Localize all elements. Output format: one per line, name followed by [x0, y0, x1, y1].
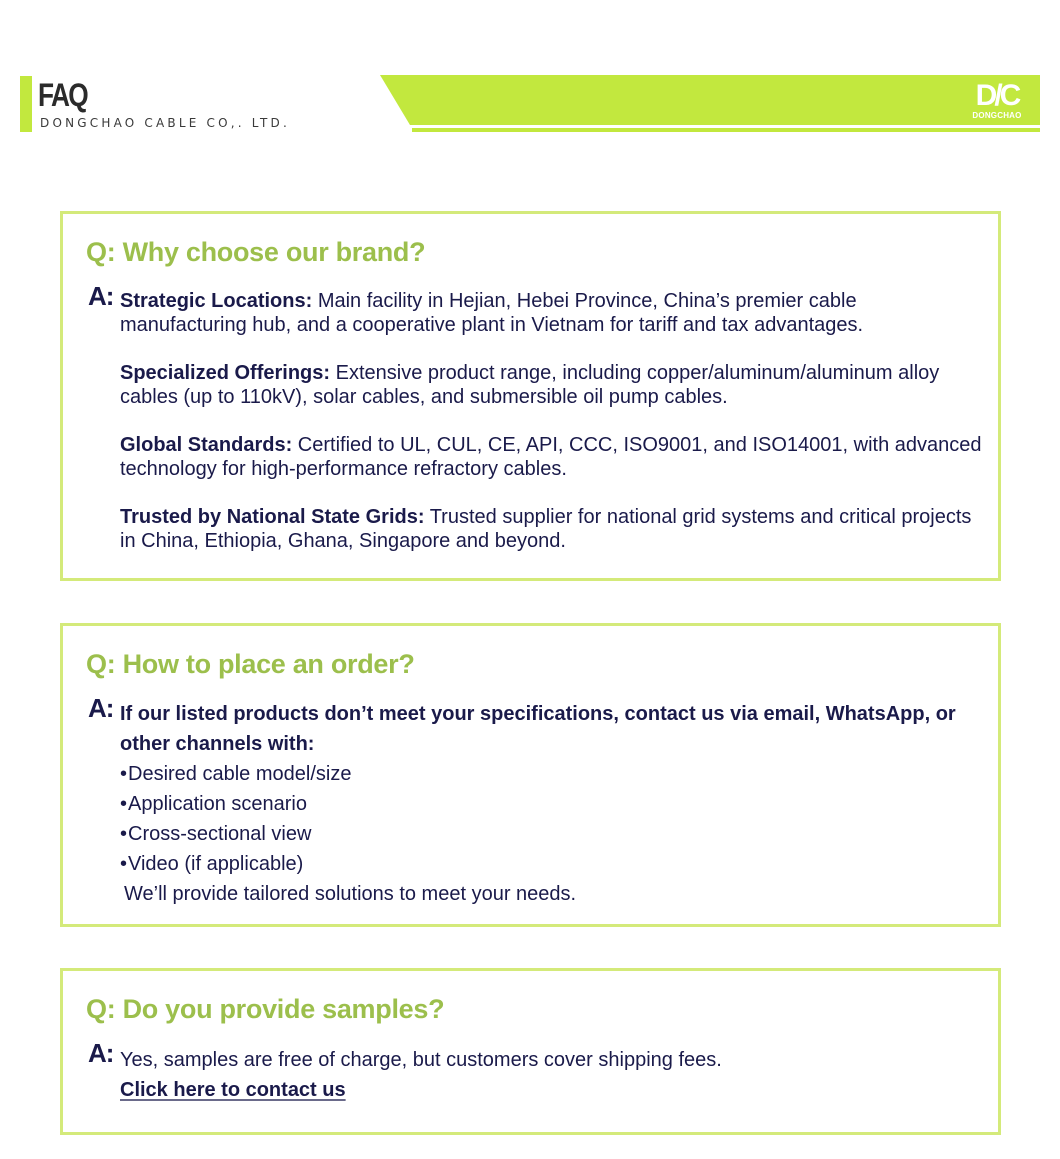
answer-paragraph-strategic-locations — [120, 289, 984, 337]
order-intro: If our listed products don’t meet your specifications, contact us via email, WhatsApp, or other channels with: — [120, 703, 956, 755]
paragraph-label: Trusted by National State Grids: — [120, 506, 425, 528]
faq-answer — [120, 699, 984, 909]
list-item — [120, 819, 984, 849]
list-item-text: Application scenario — [128, 793, 307, 815]
faq-answer — [120, 289, 984, 553]
order-requirements-list — [120, 759, 984, 879]
answer-label: A: — [88, 693, 114, 723]
bullet-icon: • — [120, 853, 128, 875]
answer-paragraph-global-standards — [120, 433, 984, 481]
list-item — [120, 759, 984, 789]
paragraph-label: Strategic Locations: — [120, 290, 313, 312]
list-item — [120, 849, 984, 879]
faq-question: Q: How to place an order? — [86, 649, 415, 679]
faq-question: Q: Why choose our brand? — [86, 237, 426, 267]
paragraph-label: Global Standards: — [120, 434, 293, 456]
bullet-icon: • — [120, 763, 128, 785]
header-banner — [380, 75, 1040, 133]
faq-answer — [120, 1046, 984, 1104]
logo-mark-icon: D/C — [975, 79, 1019, 112]
bullet-icon: • — [120, 793, 128, 815]
banner-stripe — [412, 128, 1040, 132]
page-title: FAQ — [38, 77, 88, 113]
brand-logo — [966, 81, 1028, 121]
paragraph-text: Main facility in Hejian, Hebei Province, China’s premier cable manufacturing hub, and a cooperative plant in Vietnam for tariff and tax advantages. — [120, 290, 864, 336]
company-name: DONGCHAO CABLE CO,. LTD. — [40, 116, 291, 130]
banner-slanted-block — [380, 75, 1040, 125]
logo-text: DONGCHAO — [972, 111, 1022, 120]
answer-label: A: — [88, 281, 114, 311]
paragraph-text: Extensive product range, including copper/aluminum/aluminum alloy cables (up to 110kV), solar cables, and submersible oil pump cables. — [120, 362, 940, 408]
faq-question: Q: Do you provide samples? — [86, 994, 445, 1024]
list-item — [120, 789, 984, 819]
answer-label: A: — [88, 1038, 114, 1068]
contact-us-link[interactable]: Click here to contact us — [120, 1079, 346, 1101]
paragraph-label: Specialized Offerings: — [120, 362, 331, 384]
answer-paragraph-specialized-offerings — [120, 361, 984, 409]
faq-card-place-order — [60, 623, 1001, 927]
faq-card-why-choose — [60, 211, 1001, 581]
order-closing: We’ll provide tailored solutions to meet your needs. — [124, 883, 577, 905]
list-item-text: Cross-sectional view — [128, 823, 312, 845]
paragraph-text: Trusted supplier for national grid systems and critical projects in China, Ethiopia, Ghana, Singapore and beyond. — [120, 506, 972, 552]
header-accent-bar — [20, 76, 32, 132]
bullet-icon: • — [120, 823, 128, 845]
faq-card-samples — [60, 968, 1001, 1135]
samples-answer-text: Yes, samples are free of charge, but customers cover shipping fees. — [120, 1049, 722, 1071]
list-item-text: Video (if applicable) — [128, 853, 304, 875]
paragraph-text: Certified to UL, CUL, CE, API, CCC, ISO9001, and ISO14001, with advanced technology for high-performance refractory cables. — [120, 434, 982, 480]
answer-paragraph-trusted-grids — [120, 505, 984, 553]
list-item-text: Desired cable model/size — [128, 763, 352, 785]
